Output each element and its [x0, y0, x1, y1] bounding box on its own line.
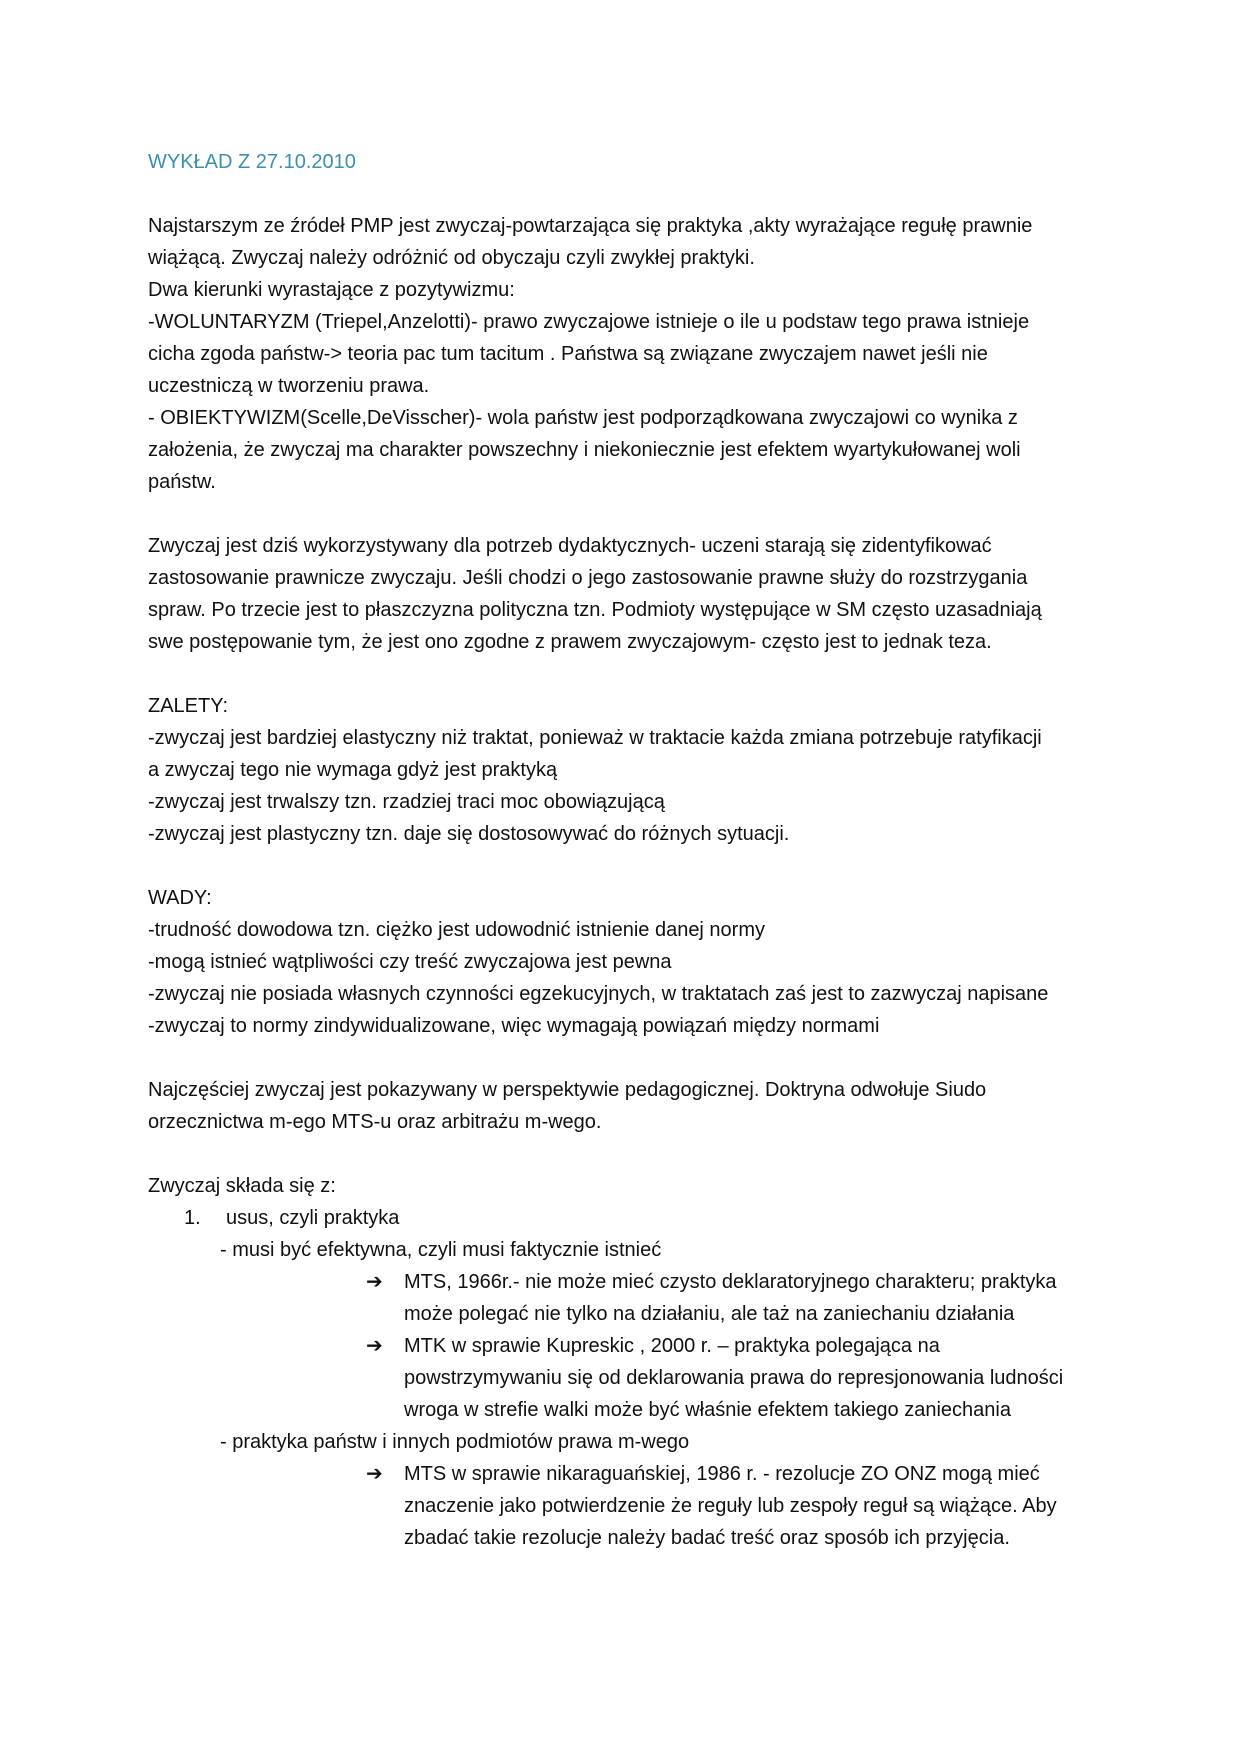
list-item: -trudność dowodowa tzn. ciężko jest udowodnić istnienie danej normy	[148, 919, 766, 941]
list-item: -zwyczaj jest trwalszy tzn. rzadziej traci moc obowiązującą	[148, 791, 665, 813]
arrow-bullet-text: MTS, 1966r.- nie może mieć czysto deklaratoryjnego charakteru; praktyka może polegać nie tylko na działaniu, ale taż na zaniechaniu działania	[404, 1271, 1057, 1325]
section-components	[148, 1170, 1090, 1554]
text-line: orzecznictwa m-ego MTS-u oraz arbitrażu m-wego.	[148, 1111, 602, 1133]
text-line: Najstarszym ze źródeł PMP jest zwyczaj-powtarzająca się praktyka ,akty wyrażające regułę prawnie	[148, 215, 1033, 237]
list-item: -zwyczaj nie posiada własnych czynności egzekucyjnych, w traktatach zaś jest to zazwyczaj napisane	[148, 983, 1049, 1005]
paragraph-pedagogy	[148, 1074, 1090, 1138]
paragraph-sources	[148, 210, 1090, 498]
lecture-heading: WYKŁAD Z 27.10.2010	[148, 151, 356, 173]
text-line: Zwyczaj jest dziś wykorzystywany dla potrzeb dydaktycznych- uczeni starają się zidentyfikować	[148, 535, 992, 557]
text-line: spraw. Po trzecie jest to płaszczyzna polityczna tzn. Podmioty występujące w SM często uzasadniają	[148, 599, 1042, 621]
text-line: cicha zgoda państw-> teoria pac tum tacitum . Państwa są związane zwyczajem nawet jeśli nie	[148, 343, 988, 365]
section-disadvantages	[148, 882, 1090, 1042]
item-number: 1.	[184, 1207, 201, 1229]
arrow-bullet	[148, 1458, 1090, 1554]
text-line: uczestniczą w tworzeniu prawa.	[148, 375, 430, 397]
arrow-bullet	[148, 1266, 1090, 1330]
text-line: -WOLUNTARYZM (Triepel,Anzelotti)- prawo zwyczajowe istnieje o ile u podstaw tego prawa istnieje	[148, 311, 1030, 333]
text-line: - OBIEKTYWIZM(Scelle,DeVisscher)- wola państw jest podporządkowana zwyczajowi co wynika z	[148, 407, 1018, 429]
list-item: a zwyczaj tego nie wymaga gdyż jest praktyką	[148, 759, 558, 781]
arrow-bullet-text: MTK w sprawie Kupreskic , 2000 r. – praktyka polegająca na powstrzymywaniu się od deklarowania prawa do represjonowania ludności wroga w strefie walki może być właśnie efektem takiego zaniechania	[404, 1335, 1064, 1421]
text-line: wiążącą. Zwyczaj należy odróżnić od obyczaju czyli zwykłej praktyki.	[148, 247, 755, 269]
text-line: zastosowanie prawnicze zwyczaju. Jeśli chodzi o jego zastosowanie prawne służy do rozstrzygania	[148, 567, 1028, 589]
list-item: -zwyczaj jest bardziej elastyczny niż traktat, ponieważ w traktacie każda zmiana potrzebuje ratyfikacji	[148, 727, 1042, 749]
arrow-right-icon: ➔	[366, 1335, 383, 1357]
text-line: Najczęściej zwyczaj jest pokazywany w perspektywie pedagogicznej. Doktryna odwołuje Siudo	[148, 1079, 987, 1101]
list-item: -zwyczaj to normy zindywidualizowane, więc wymagają powiązań między normami	[148, 1015, 880, 1037]
paragraph-usage	[148, 530, 1090, 658]
sub-item: - musi być efektywna, czyli musi faktycznie istnieć	[220, 1239, 662, 1261]
sub-item: - praktyka państw i innych podmiotów prawa m-wego	[220, 1431, 690, 1453]
section-intro: Zwyczaj składa się z:	[148, 1175, 336, 1197]
numbered-item	[148, 1202, 1090, 1234]
item-text: usus, czyli praktyka	[226, 1207, 400, 1229]
text-line: Dwa kierunki wyrastające z pozytywizmu:	[148, 279, 515, 301]
text-line: państw.	[148, 471, 216, 493]
text-line: swe postępowanie tym, że jest ono zgodne z prawem zwyczajowym- często jest to jednak teza.	[148, 631, 992, 653]
section-title: WADY:	[148, 887, 212, 909]
list-item: -zwyczaj jest plastyczny tzn. daje się dostosowywać do różnych sytuacji.	[148, 823, 790, 845]
section-advantages	[148, 690, 1090, 850]
text-line: założenia, że zwyczaj ma charakter powszechny i niekoniecznie jest efektem wyartykułowanej woli	[148, 439, 1021, 461]
section-title: ZALETY:	[148, 695, 229, 717]
list-item: -mogą istnieć wątpliwości czy treść zwyczajowa jest pewna	[148, 951, 672, 973]
arrow-bullet-text: MTS w sprawie nikaraguańskiej, 1986 r. - rezolucje ZO ONZ mogą mieć znaczenie jako potwierdzenie że reguły lub zespoły reguł są wiążące. Aby zbadać takie rezolucje należy badać treść oraz sposób ich przyjęcia.	[404, 1463, 1057, 1549]
arrow-right-icon: ➔	[366, 1463, 383, 1485]
arrow-right-icon: ➔	[366, 1271, 383, 1293]
arrow-bullet	[148, 1330, 1090, 1426]
